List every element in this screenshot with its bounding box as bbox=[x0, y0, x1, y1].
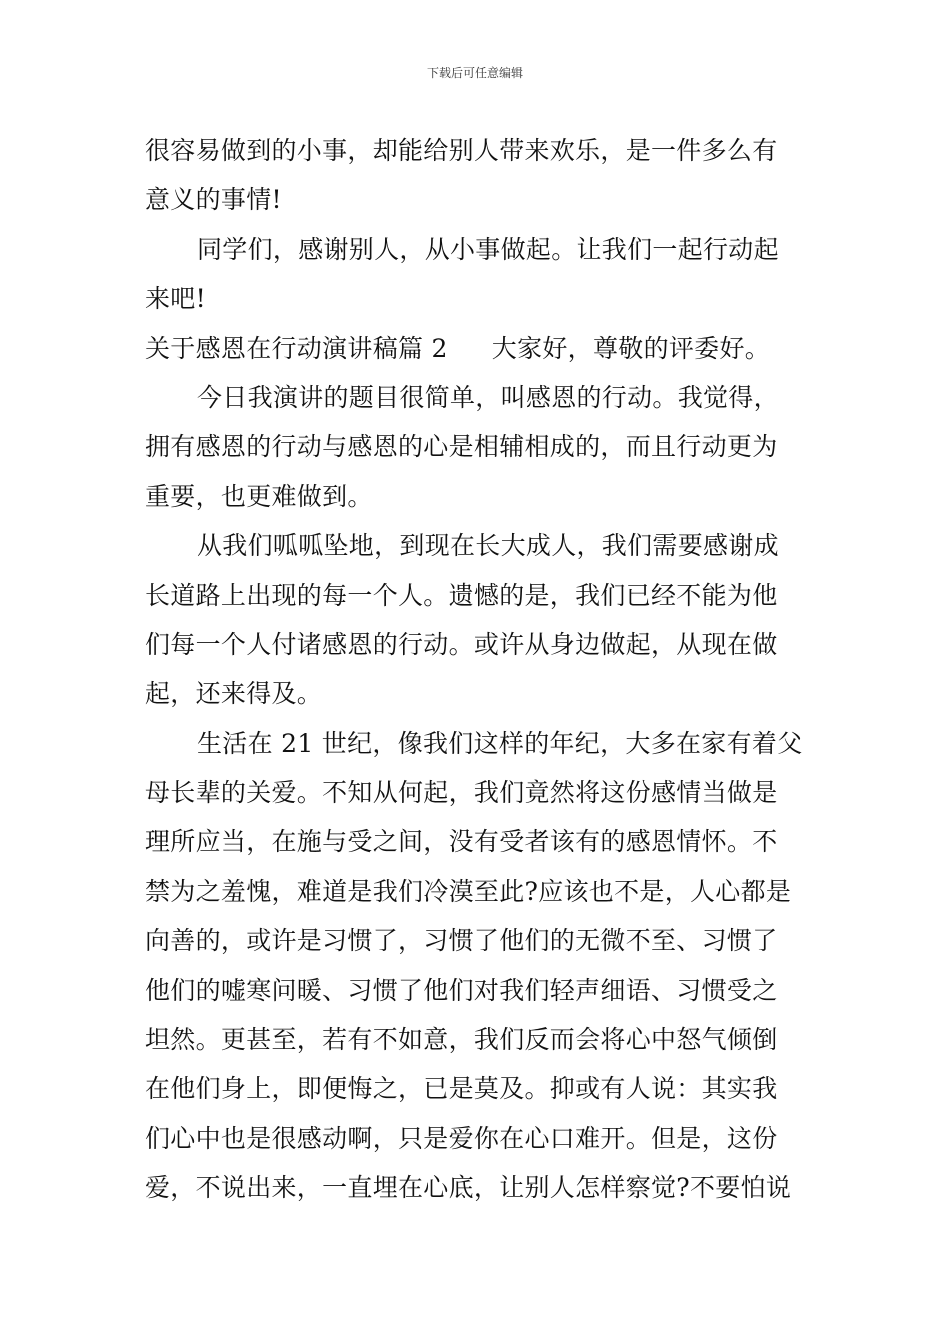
text-line: 长道路上出现的每一个人。遗憾的是，我们已经不能为他 bbox=[145, 580, 778, 610]
text-line: 们每一个人付诸感恩的行动。或许从身边做起，从现在做 bbox=[145, 629, 778, 659]
paragraph-start-line: 生活在 21 世纪，像我们这样的年纪，大多在家有着父 bbox=[197, 728, 803, 758]
paragraph-start-line: 今日我演讲的题目很简单，叫感恩的行动。我觉得， bbox=[197, 382, 779, 412]
page-header: 下载后可任意编辑 bbox=[426, 66, 523, 80]
text-line: 他们的嘘寒问暖、习惯了他们对我们轻声细语、习惯受之 bbox=[145, 975, 778, 1005]
text-line: 重要，也更难做到。 bbox=[145, 481, 373, 511]
document-body bbox=[145, 126, 807, 1213]
text-line: 来吧! bbox=[145, 284, 206, 314]
section-title: 关于感恩在行动演讲稿篇 2 bbox=[145, 333, 448, 363]
text-line: 意义的事情! bbox=[145, 185, 282, 215]
paragraph-start-line: 同学们，感谢别人，从小事做起。让我们一起行动起 bbox=[197, 234, 779, 264]
text-line: 爱，不说出来，一直埋在心底，让别人怎样察觉?不要怕说 bbox=[145, 1173, 792, 1203]
text-line: 拥有感恩的行动与感恩的心是相辅相成的，而且行动更为 bbox=[145, 432, 778, 462]
text-line: 理所应当，在施与受之间，没有受者该有的感恩情怀。不 bbox=[145, 827, 778, 857]
text-line: 坦然。更甚至，若有不如意，我们反而会将心中怒气倾倒 bbox=[145, 1025, 778, 1055]
text-line: 禁为之羞愧，难道是我们冷漠至此?应该也不是，人心都是 bbox=[145, 876, 792, 906]
section-title-line bbox=[145, 324, 807, 373]
text-line: 们心中也是很感动啊，只是爱你在心口难开。但是，这份 bbox=[145, 1123, 778, 1153]
text-line: 母长辈的关爱。不知从何起，我们竟然将这份感情当做是 bbox=[145, 778, 778, 808]
greeting-text: 大家好，尊敬的评委好。 bbox=[491, 333, 771, 363]
text-line: 起，还来得及。 bbox=[145, 679, 323, 709]
text-line: 在他们身上，即便悔之，已是莫及。抑或有人说：其实我 bbox=[145, 1074, 778, 1104]
paragraph-start-line: 从我们呱呱坠地，到现在长大成人，我们需要感谢成 bbox=[197, 531, 779, 561]
text-line: 很容易做到的小事，却能给别人带来欢乐，是一件多么有 bbox=[145, 136, 778, 165]
text-line: 向善的，或许是习惯了，习惯了他们的无微不至、习惯了 bbox=[145, 926, 778, 956]
